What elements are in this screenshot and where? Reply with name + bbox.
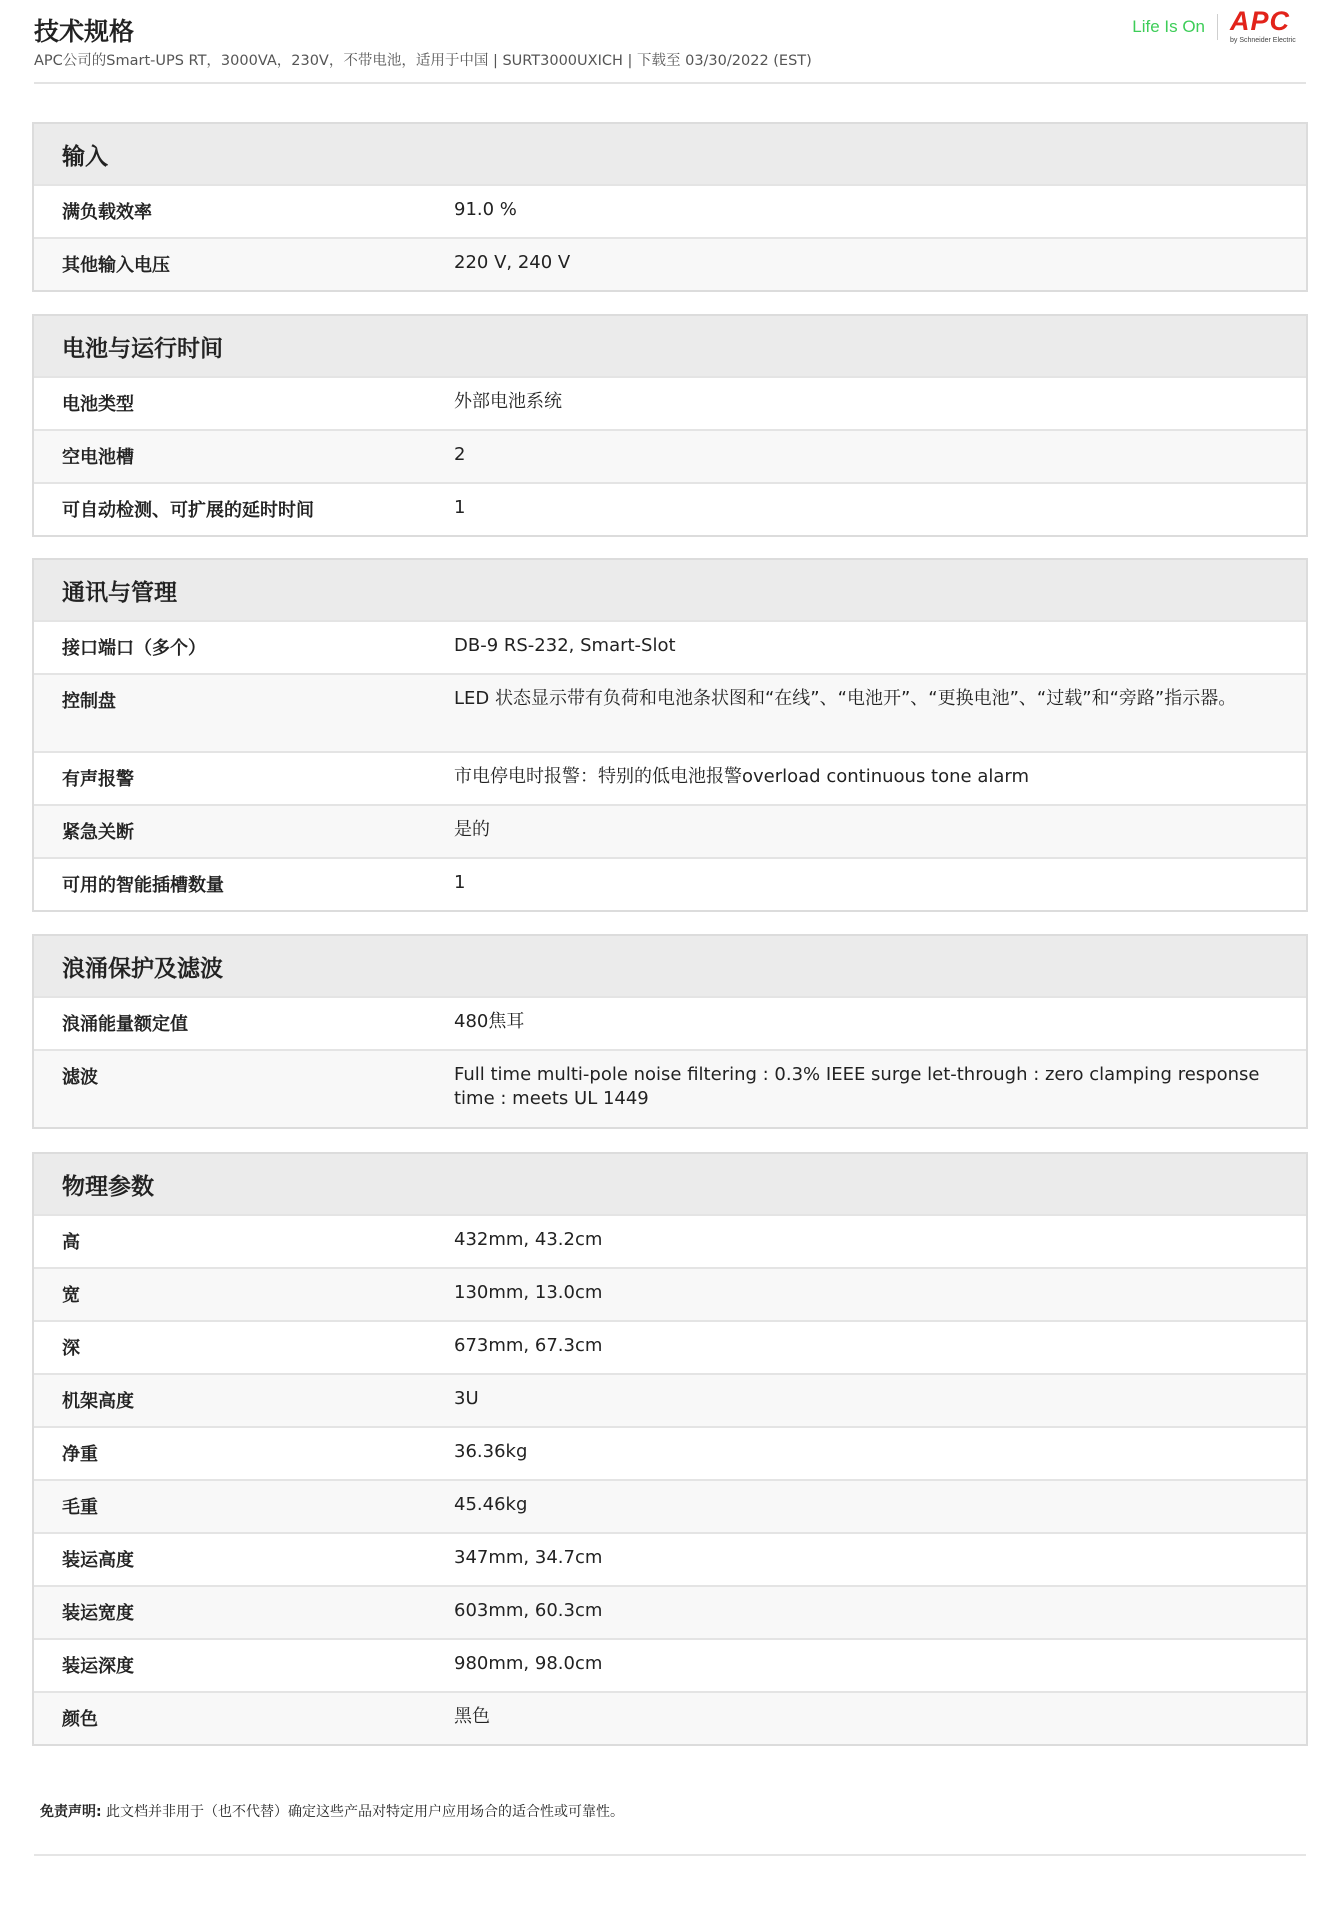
spec-value: 1 [454, 497, 466, 518]
spec-label: 控制盘 [62, 691, 116, 712]
spec-row [34, 429, 1306, 482]
disclaimer [40, 1801, 624, 1821]
spec-value: 220 V, 240 V [454, 252, 571, 273]
spec-value: 1 [454, 872, 466, 893]
section-title: 物理参数 [34, 1154, 1306, 1214]
spec-row [34, 184, 1306, 237]
disclaimer-heading: 免责声明: [40, 1804, 102, 1820]
spec-label: 滤波 [62, 1067, 98, 1088]
spec-row [34, 1532, 1306, 1585]
disclaimer-text: 此文档并非用于（也不代替）确定这些产品对特定用户应用场合的适合性或可靠性。 [101, 1804, 625, 1820]
apc-logo-byline: by Schneider Electric [1230, 37, 1296, 44]
spec-label: 紧急关断 [62, 822, 134, 843]
spec-row [34, 804, 1306, 857]
spec-row [34, 1638, 1306, 1691]
spec-value: LED 状态显示带有负荷和电池条状图和“在线”、“电池开”、“更换电池”、“过载”和“旁路”指示器。 [454, 688, 1237, 709]
footer-divider [34, 1854, 1306, 1856]
spec-value: 2 [454, 444, 466, 465]
spec-row [34, 1479, 1306, 1532]
spec-label: 装运高度 [62, 1550, 134, 1571]
spec-value: 市电停电时报警：特别的低电池报警overload continuous tone alarm [454, 766, 1029, 787]
spec-row [34, 482, 1306, 535]
spec-label: 其他输入电压 [62, 255, 170, 276]
page-subtitle: APC公司的Smart-UPS RT，3000VA，230V，不带电池，适用于中国 | SURT3000UXICH | 下载至 03/30/2022 (EST) [34, 53, 812, 69]
section-title: 电池与运行时间 [34, 316, 1306, 376]
spec-label: 深 [62, 1338, 80, 1359]
spec-value: 130mm, 13.0cm [454, 1282, 603, 1303]
spec-label: 有声报警 [62, 769, 134, 790]
spec-value: DB-9 RS-232, Smart-Slot [454, 635, 676, 656]
section-input [32, 122, 1308, 292]
apc-logo-mark: APC [1230, 6, 1291, 36]
spec-row [34, 996, 1306, 1049]
spec-label: 可自动检测、可扩展的延时时间 [62, 500, 314, 521]
spec-row [34, 751, 1306, 804]
section-title: 浪涌保护及滤波 [34, 936, 1306, 996]
spec-row [34, 1426, 1306, 1479]
spec-value: 980mm, 98.0cm [454, 1653, 603, 1674]
spec-row [34, 673, 1306, 751]
spec-label: 接口端口（多个） [62, 638, 206, 659]
spec-row [34, 1214, 1306, 1267]
spec-row [34, 1320, 1306, 1373]
section-surge-filtering [32, 934, 1308, 1129]
spec-label: 装运深度 [62, 1656, 134, 1677]
apc-logo [1230, 8, 1306, 48]
spec-label: 电池类型 [62, 394, 134, 415]
page-header [34, 8, 1306, 84]
life-is-on-logo: Life Is On [1132, 14, 1218, 40]
brand-logos [1132, 8, 1306, 48]
spec-value: 432mm, 43.2cm [454, 1229, 603, 1250]
spec-label: 浪涌能量额定值 [62, 1014, 188, 1035]
spec-value: 36.36kg [454, 1441, 528, 1462]
spec-value: Full time multi-pole noise filtering : 0.3% IEEE surge let-through : zero clamping response time : meets UL 1449 [454, 1064, 1260, 1109]
spec-value: 3U [454, 1388, 479, 1409]
spec-value: 45.46kg [454, 1494, 528, 1515]
spec-label: 颜色 [62, 1709, 98, 1730]
spec-row [34, 857, 1306, 910]
spec-value: 91.0 % [454, 199, 517, 220]
section-title: 输入 [34, 124, 1306, 184]
section-battery-runtime [32, 314, 1308, 537]
spec-value: 603mm, 60.3cm [454, 1600, 603, 1621]
spec-label: 装运宽度 [62, 1603, 134, 1624]
spec-value: 黑色 [454, 1706, 490, 1727]
spec-label: 毛重 [62, 1497, 98, 1518]
spec-value: 347mm, 34.7cm [454, 1547, 603, 1568]
spec-row [34, 1585, 1306, 1638]
spec-label: 净重 [62, 1444, 98, 1465]
spec-row [34, 1267, 1306, 1320]
spec-label: 满负载效率 [62, 202, 152, 223]
spec-row [34, 237, 1306, 290]
spec-label: 可用的智能插槽数量 [62, 875, 224, 896]
spec-value: 是的 [454, 819, 490, 840]
spec-label: 空电池槽 [62, 447, 134, 468]
spec-value: 外部电池系统 [454, 391, 562, 412]
spec-row [34, 376, 1306, 429]
page-title: 技术规格 [34, 17, 135, 46]
spec-row [34, 1049, 1306, 1127]
section-title: 通讯与管理 [34, 560, 1306, 620]
spec-value: 673mm, 67.3cm [454, 1335, 603, 1356]
spec-value: 480焦耳 [454, 1011, 525, 1032]
spec-row [34, 1373, 1306, 1426]
section-physical [32, 1152, 1308, 1746]
section-communications-management [32, 558, 1308, 912]
spec-label: 宽 [62, 1285, 80, 1306]
spec-label: 机架高度 [62, 1391, 134, 1412]
spec-row [34, 1691, 1306, 1744]
spec-label: 高 [62, 1232, 80, 1253]
spec-row [34, 620, 1306, 673]
